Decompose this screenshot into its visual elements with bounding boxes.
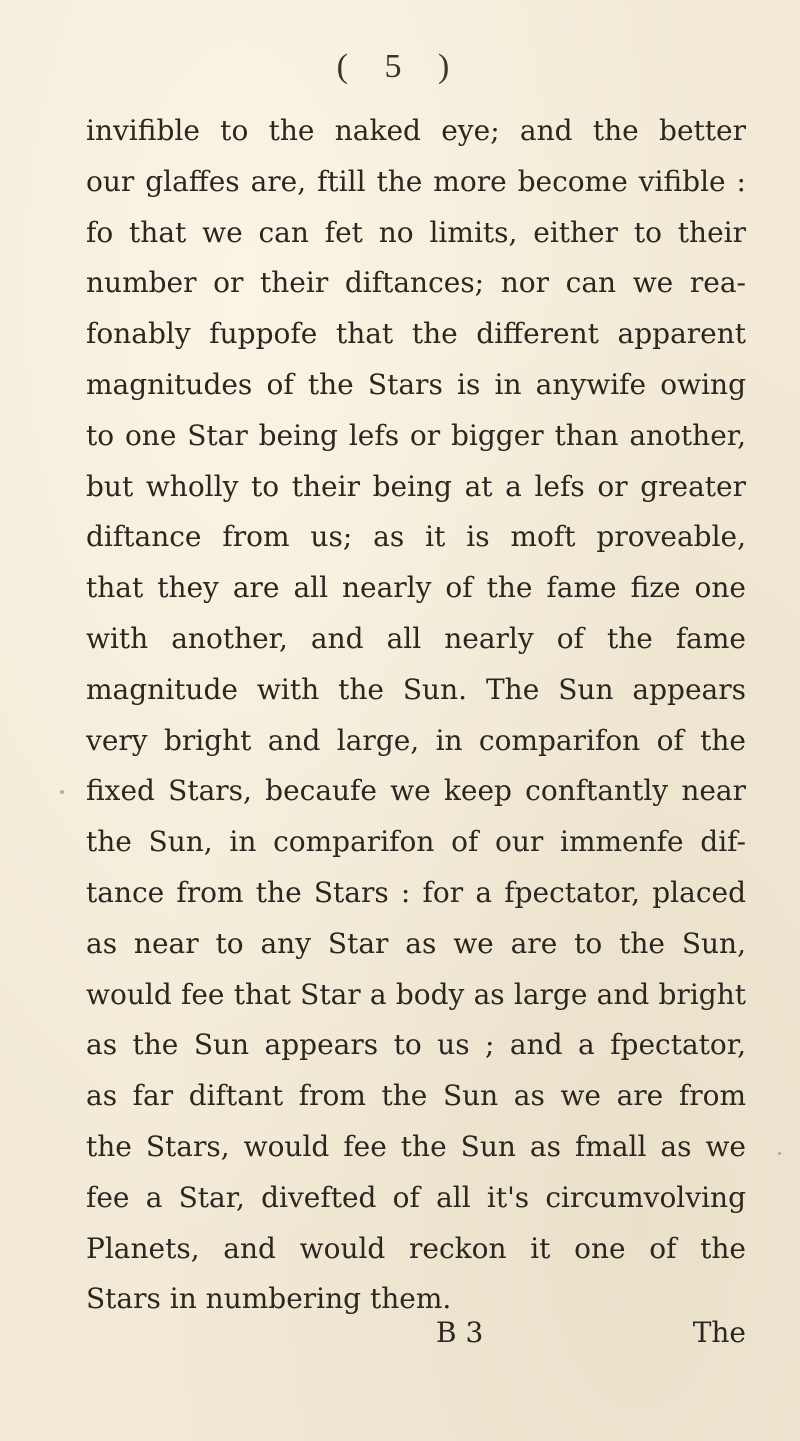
text-line: fonably fuppofe that the different apparent — [86, 317, 746, 351]
body-text — [86, 106, 746, 1325]
text-line: fixed Stars, becaufe we keep conftantly near — [86, 774, 746, 808]
text-line: with another, and all nearly of the fame — [86, 621, 746, 655]
text-line: to one Star being lefs or bigger than another, — [86, 418, 746, 452]
text-line: but wholly to their being at a lefs or greater — [86, 469, 746, 503]
text-line: magnitude with the Sun. The Sun appears — [86, 672, 746, 706]
text-line: the Stars, would fee the Sun as fmall as we — [86, 1129, 746, 1163]
text-line: magnitudes of the Stars is in anywife owing — [86, 367, 746, 401]
text-line: as the Sun appears to us ; and a fpectator, — [86, 1028, 746, 1062]
signature-mark: B 3 — [436, 1316, 484, 1349]
catchword: The — [692, 1316, 746, 1349]
text-line: the Sun, in comparifon of our immenfe dif- — [86, 825, 746, 859]
text-line: would fee that Star a body as large and bright — [86, 977, 746, 1011]
page-number-header: ( 5 ) — [336, 48, 464, 85]
text-line: diftance from us; as it is moft proveable, — [86, 520, 746, 554]
text-line: Stars in numbering them. — [86, 1282, 452, 1316]
text-line: as near to any Star as we are to the Sun, — [86, 926, 746, 960]
text-line: fo that we can fet no limits, either to their — [86, 215, 746, 249]
paper-speck — [778, 1152, 781, 1155]
text-line: very bright and large, in comparifon of the — [86, 723, 746, 757]
text-line: our glaffes are, ftill the more become vifible : — [86, 164, 746, 198]
text-line: invifible to the naked eye; and the better — [86, 114, 746, 147]
text-line: that they are all nearly of the fame fize one — [86, 571, 746, 605]
page-footer — [86, 1308, 746, 1358]
text-line: number or their diftances; nor can we rea- — [86, 266, 746, 300]
text-line: as far diftant from the Sun as we are from — [86, 1079, 746, 1113]
text-line: Planets, and would reckon it one of the — [86, 1231, 746, 1265]
paper-speck — [60, 790, 64, 794]
text-line: fee a Star, divefted of all it's circumvolving — [86, 1180, 746, 1214]
text-line: tance from the Stars : for a fpectator, placed — [86, 875, 746, 909]
